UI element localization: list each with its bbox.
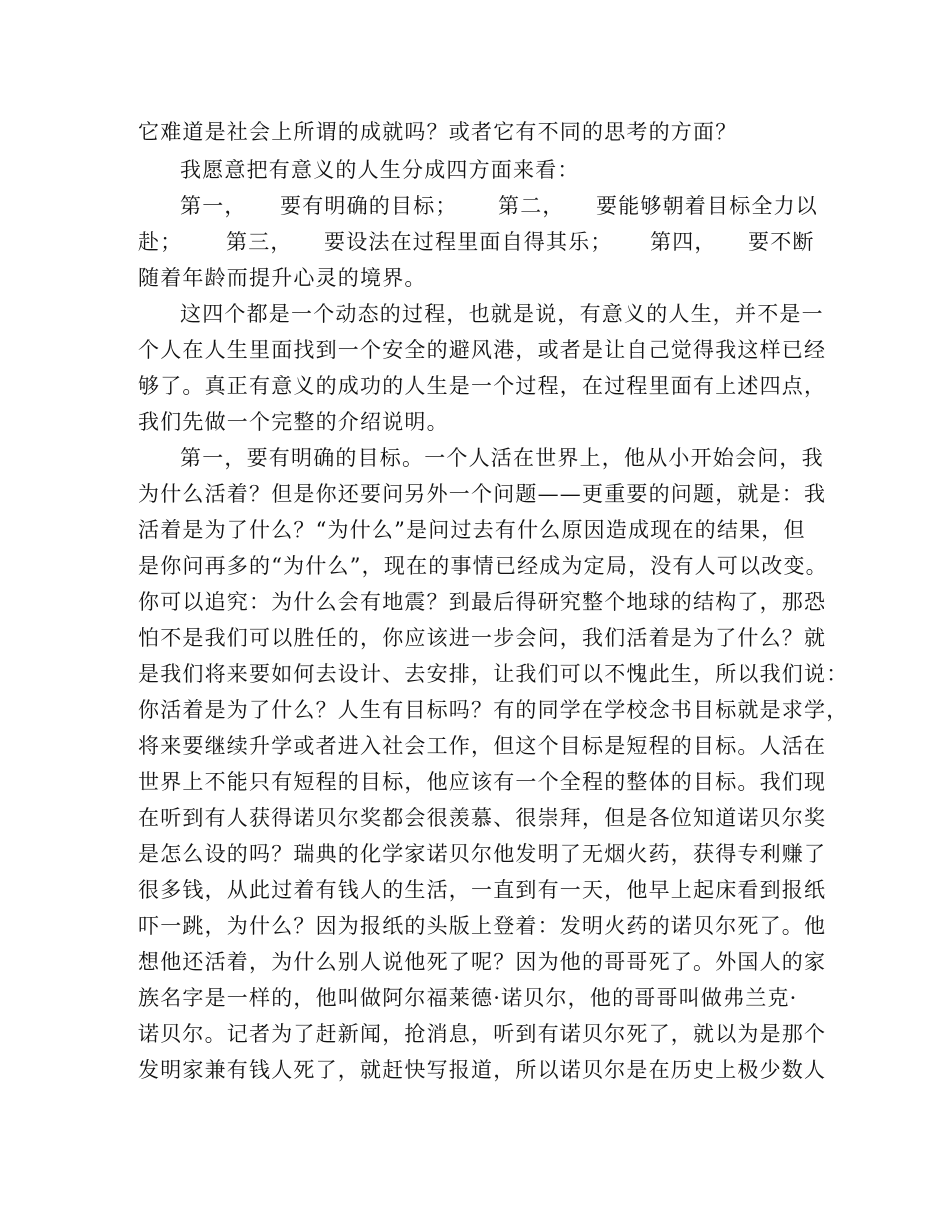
text-line: 诺贝尔。记者为了赶新闻，抢消息，听到有诺贝尔死了，就以为是那个 (138, 1022, 827, 1046)
list-label-second: 第二， (498, 194, 565, 218)
list-text-fourth: 要不断 (748, 230, 815, 254)
text-line: 你可以追究：为什么会有地震？到最后得研究整个地球的结构了，那恐 (138, 590, 827, 614)
text-line: 是你问再多的“为什么”，现在的事情已经成为定局，没有人可以改变。 (138, 554, 828, 578)
text-line: 你活着是为了什么？人生有目标吗？有的同学在学校念书目标就是求学， (138, 698, 849, 722)
text-line: 第一，要有明确的目标。一个人活在世界上，他从小开始会问，我 (180, 446, 824, 470)
text-line: 族名字是一样的，他叫做阿尔福莱德·诺贝尔，他的哥哥叫做弗兰克· (138, 986, 798, 1010)
text-line: 它难道是社会上所谓的成就吗？或者它有不同的思考的方面？ (138, 120, 738, 144)
list-text-first: 要有明确的目标； (280, 194, 458, 218)
text-line: 是我们将来要如何去设计、去安排，让我们可以不愧此生，所以我们说： (138, 662, 849, 686)
list-label-first: 第一， (180, 194, 247, 218)
text-line: 是怎么设的吗？瑞典的化学家诺贝尔他发明了无烟火药，获得专利赚了 (138, 842, 827, 866)
text-line: 随着年龄而提升心灵的境界。 (138, 266, 427, 290)
list-text-third: 要设法在过程里面自得其乐； (324, 230, 613, 254)
text-line: 世界上不能只有短程的目标，他应该有一个全程的整体的目标。我们现 (138, 770, 827, 794)
list-line-2 (0, 224, 950, 260)
text-line: 活着是为了什么？“为什么”是问过去有什么原因造成现在的结果，但 (138, 518, 806, 542)
text-line: 够了。真正有意义的成功的人生是一个过程，在过程里面有上述四点， (138, 374, 827, 398)
text-line: 在听到有人获得诺贝尔奖都会很羡慕、很崇拜，但是各位知道诺贝尔奖 (138, 806, 827, 830)
text-line: 发明家兼有钱人死了，就赶快写报道，所以诺贝尔是在历史上极少数人 (138, 1058, 827, 1082)
list-label-fourth: 第四， (650, 230, 717, 254)
text-line: 很多钱，从此过着有钱人的生活，一直到有一天，他早上起床看到报纸 (138, 878, 827, 902)
text-line: 这四个都是一个动态的过程，也就是说，有意义的人生，并不是一 (180, 302, 824, 326)
text-line: 个人在人生里面找到一个安全的避风港，或者是让自己觉得我这样已经 (138, 338, 827, 362)
text-line: 想他还活着，为什么别人说他死了呢？因为他的哥哥死了。外国人的家 (138, 950, 827, 974)
text-line: 吓一跳，为什么？因为报纸的头版上登着：发明火药的诺贝尔死了。他 (138, 914, 827, 938)
text-line: 为什么活着？但是你还要问另外一个问题——更重要的问题，就是：我 (138, 482, 827, 506)
list-text-second: 要能够朝着目标全力以 (596, 194, 818, 218)
list-label-third: 第三， (226, 230, 293, 254)
text-line: 将来要继续升学或者进入社会工作，但这个目标是短程的目标。人活在 (138, 734, 827, 758)
text-line: 怕不是我们可以胜任的，你应该进一步会问，我们活着是为了什么？就 (138, 626, 827, 650)
text-line: 我们先做一个完整的介绍说明。 (138, 410, 449, 434)
list-line-1 (0, 188, 950, 224)
list-continuation: 赴； (138, 230, 183, 254)
text-line: 我愿意把有意义的人生分成四方面来看： (180, 158, 580, 182)
